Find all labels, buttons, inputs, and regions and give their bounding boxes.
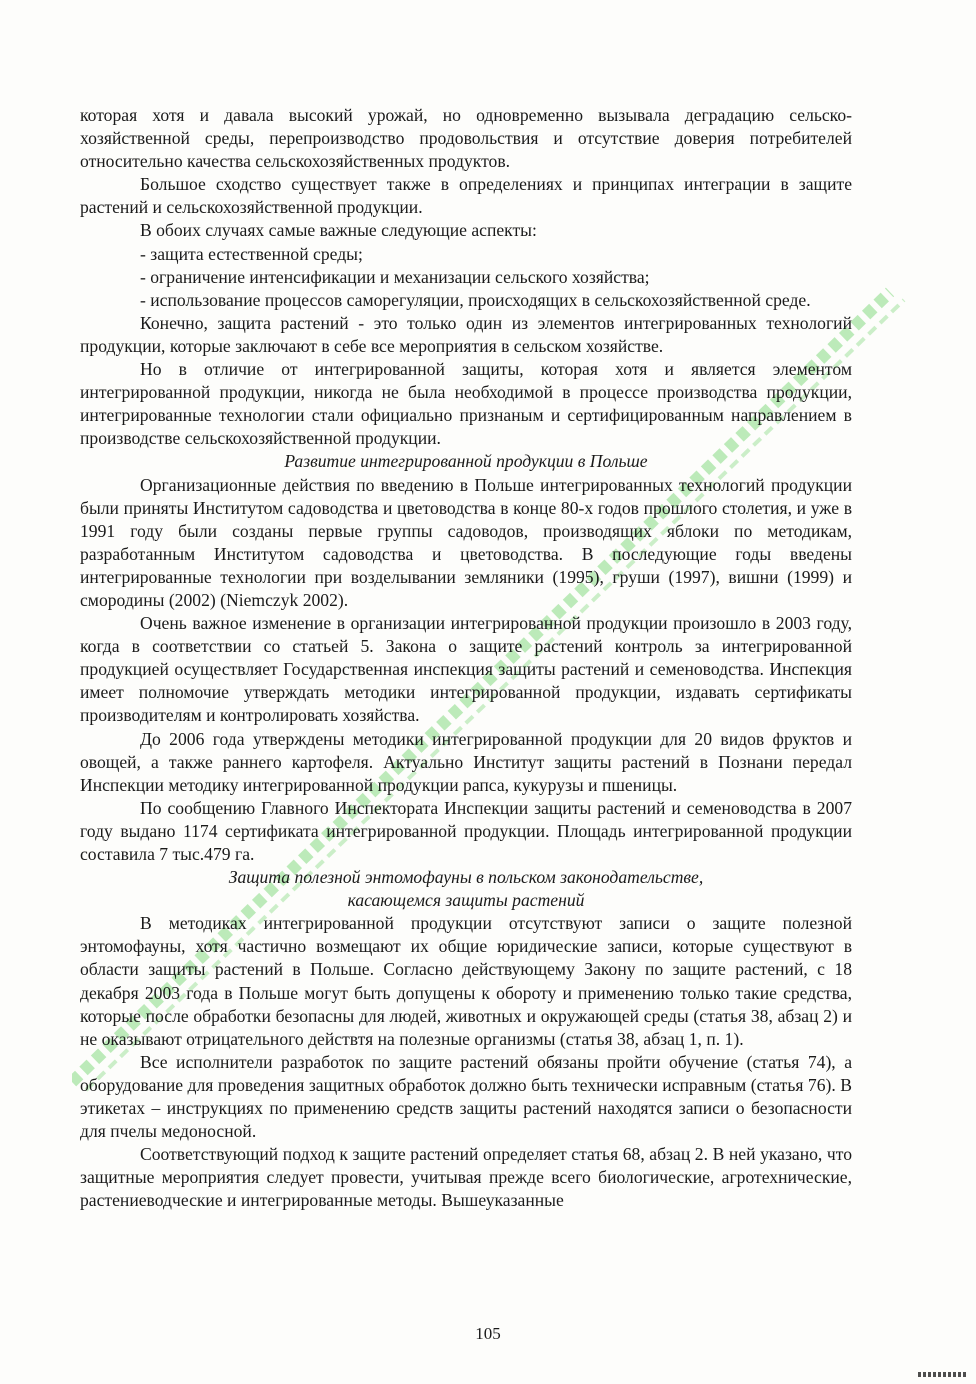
paragraph: В обоих случаях самые важные следующие аспекты: — [140, 220, 537, 241]
paragraph: До 2006 года утверждены методики интегрированной продукции для 20 видов фруктов и овощей, а также раннего картофеля. Актуально Институт защиты растений в Познани передал Инспекции методику интегрированной продукции рапса, кукурузы и пшеницы. — [80, 728, 852, 795]
page-number: 105 — [475, 1324, 501, 1343]
paragraph: В методиках интегрированной продукции отсутствуют записи о защите полезной энтомофауны, хотя частично возмещают их общие юридические записи, которые существуют в области защиты растений в Польше. Согласно действующему Закону по защите растений, с 18 декабря 2003 года в Польше могут быть допущены к обороту и применению только такие средства, которые после обработки безопасны для людей, животных и окружающей среды (статья 38, абзац 2) и не оказывают отрицательного действтя на полезные организмы (статья 38, абзац 1, п. 1). — [80, 913, 852, 1049]
scan-artifact — [918, 1372, 968, 1377]
list-item: - использование процессов саморегуляции, происходящих в сельскохозяйственной среде. — [140, 289, 811, 310]
list-item: - ограничение интенсификации и механизации сельского хозяйства; — [140, 266, 650, 287]
section-heading: Защита полезной энтомофауны в польском законодательстве, — [228, 867, 704, 888]
paragraph: По сообщению Главного Инспектората Инспекции защиты растений и семеноводства в 2007 году выдано 1174 сертификата интегрированной продукции. Площадь интегрированной продукции составила 7 тыс.479 га. — [80, 797, 852, 864]
paragraph: Все исполнители разработок по защите растений обязаны пройти обучение (статья 74), а оборудование для проведения защитных обработок должно быть технически исправным (статья 76). В этикетах – инструкциях по применению средств защиты растений находятся записи о безопасности для пчелы медоносной. — [80, 1051, 852, 1142]
paragraph: Очень важное изменение в организации интегрированной продукции произошло в 2003 году, когда в соответствии со статьей 5. Закона о защите растений контроль за интегрированной продукцией осуществляет Государственная инспекция защиты растений и семеноводства. Инспекция имеет полномочие утверждать методики интегрированной продукции, издавать сертификаты производителям и контролировать хозяйства. — [80, 613, 852, 726]
section-heading: Развитие интегрированной продукции в Польше — [284, 451, 648, 472]
paragraph: Соответствующий подход к защите растений определяет статья 68, абзац 2. В ней указано, что защитные мероприятия следует провести, учитывая прежде всего биологические, агротехнические, растениеводческие и интегрированные методы. Вышеуказанные — [80, 1144, 852, 1211]
paragraph: Но в отличие от интегрированной защиты, которая хотя и является элементом интегрированной продукции, никогда не была необходимой в процессе производства продукции, интегрированные технологии стали официально признаным и сертифицированным направлением в производстве сельскохозяйственной продукции. — [80, 359, 852, 449]
paragraph: которая хотя и давала высокий урожай, но одновременно вызывала деградацию сельско-хозяйственной среды, перепроизводство продовольствия и отсутствие доверия потребителей относительно качества сельскохозяйственных продуктов. — [80, 105, 852, 172]
paragraph: Большое сходство существует также в определениях и принципах интеграции в защите растений и сельскохозяйственной продукции. — [80, 174, 852, 218]
section-heading: касающемся защиты растений — [347, 890, 585, 911]
paragraph: Организационные действия по введению в Польше интегрированных технологий продукции были приняты Институтом садоводства и цветоводства в конце 80-х годов прошлого столетия, и уже в 1991 году были созданы первые группы садоводов, производящих яблоки по методикам, разработанным Институтом садоводства и цветоводства. В последующие годы введены интегрированные технологии при возделывании земляники (1995), груши (1997), вишни (1999) и смородины (2002) (Niemczyk 2002). — [80, 474, 852, 610]
paragraph: Конечно, защита растений - это только один из элементов интегрированных технологий продукции, которые заключают в себе все мероприятия в сельском хозяйстве. — [80, 312, 852, 356]
document-body — [80, 104, 852, 1213]
list-item: - защита естественной среды; — [140, 243, 363, 264]
